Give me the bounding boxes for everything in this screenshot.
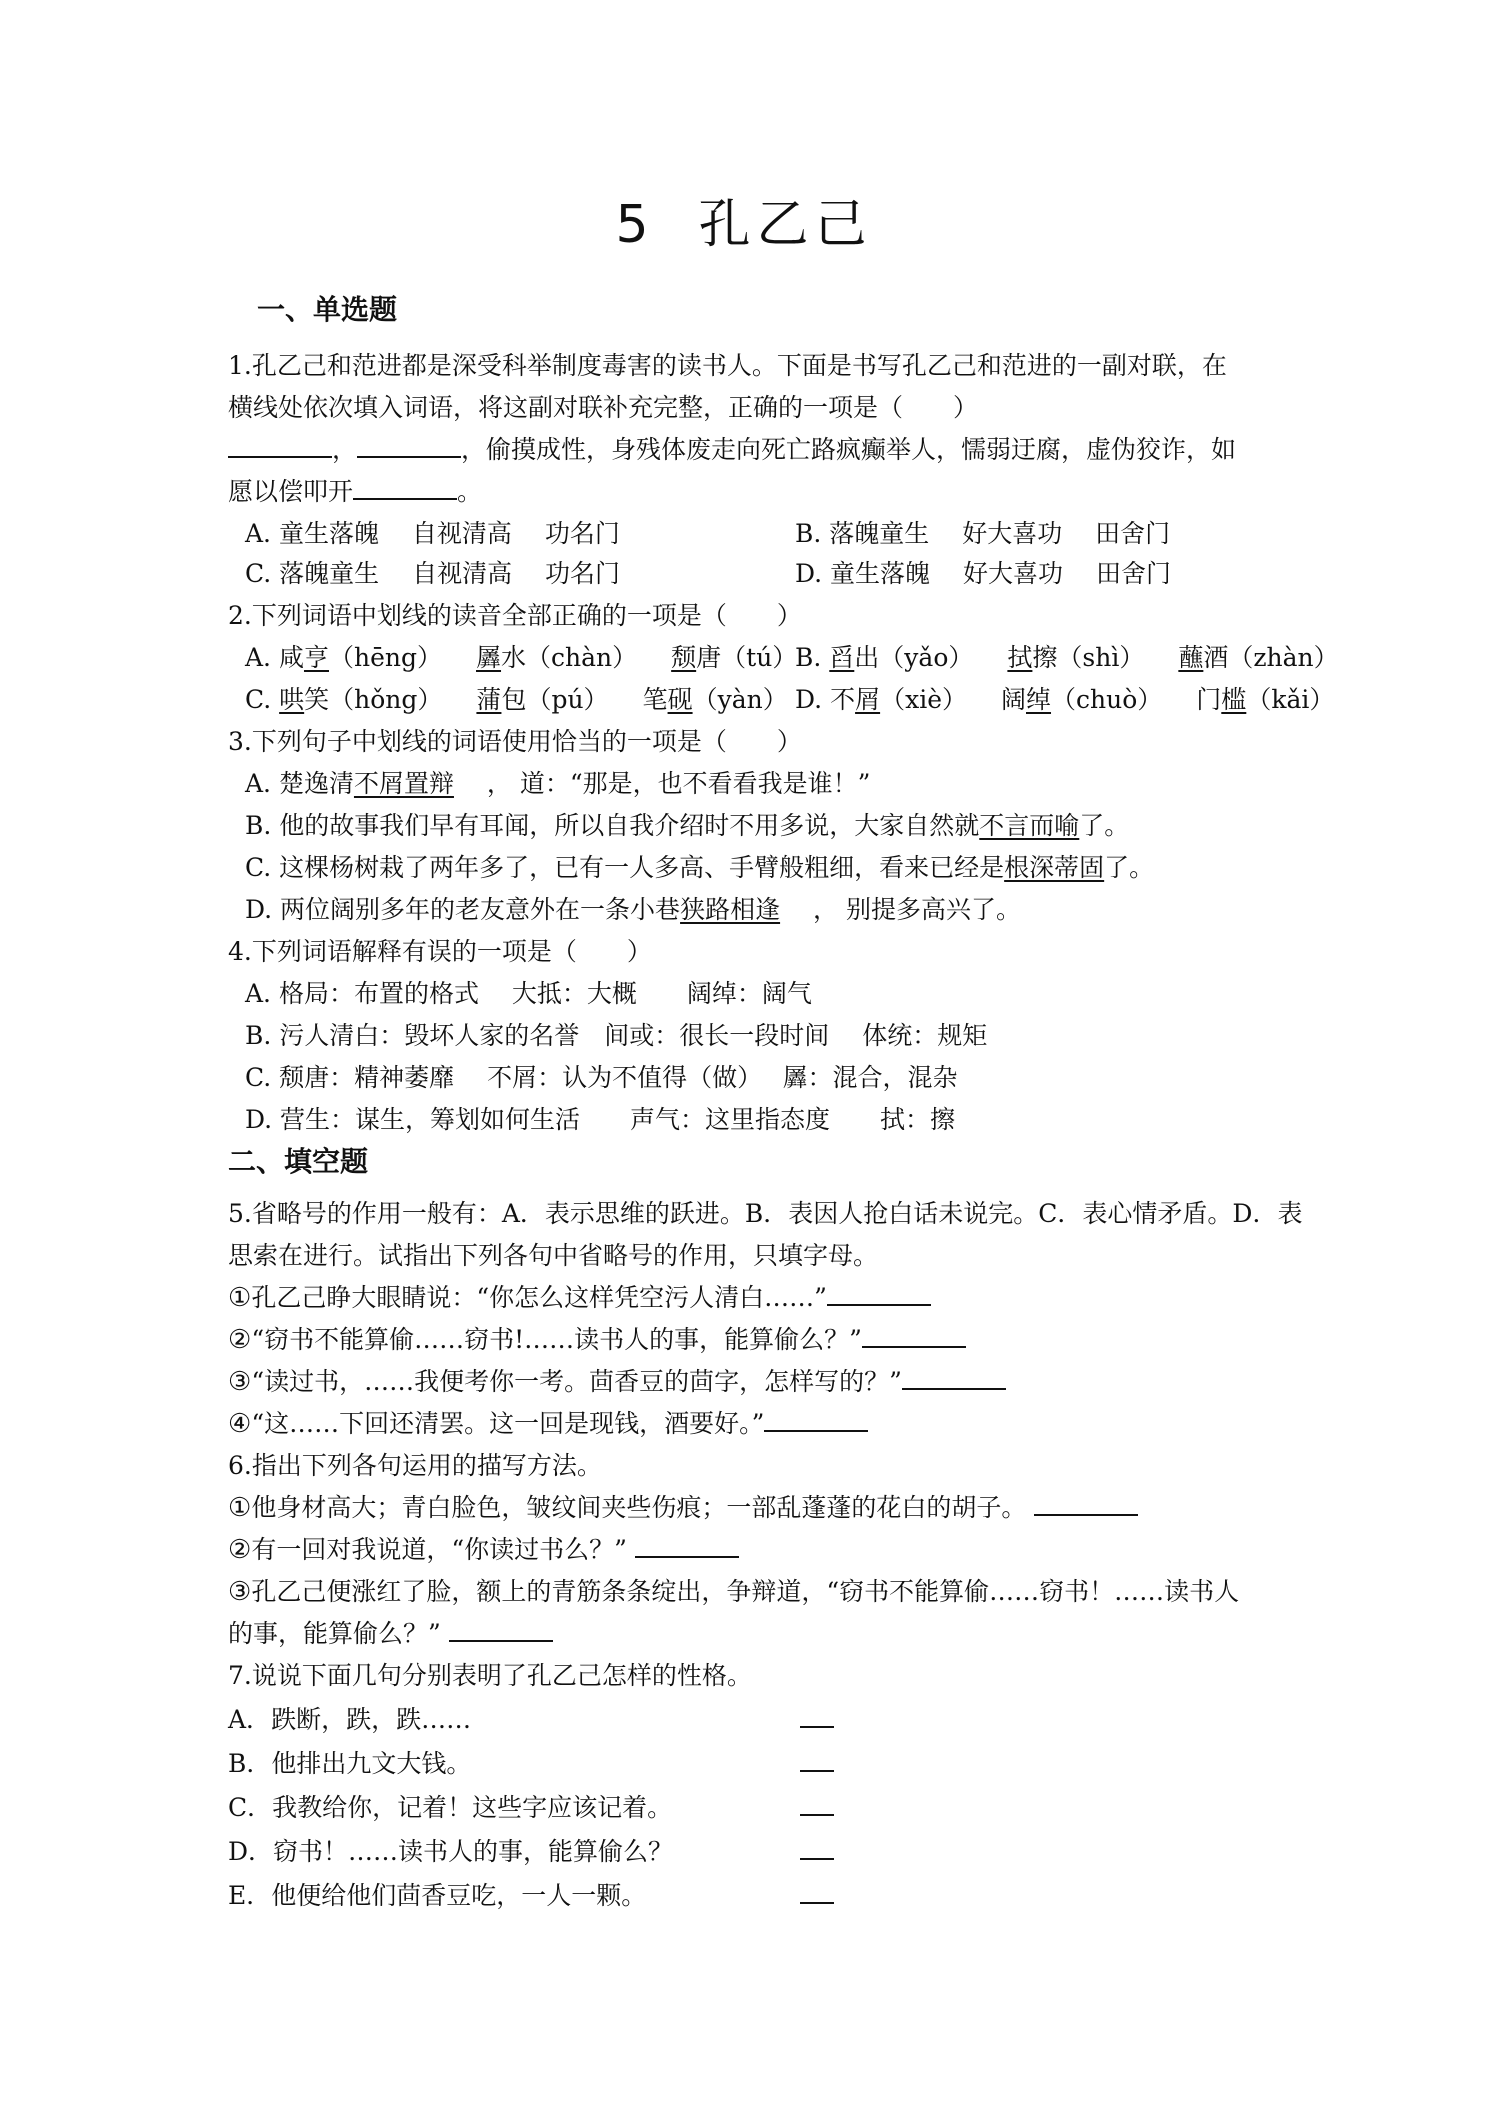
q5-item-2: ②“窃书不能算偷……窃书!……读书人的事，能算偷么？”: [228, 1322, 1278, 1358]
q7-item-e: E．他便给他们茴香豆吃，一人一颗。: [228, 1881, 647, 1910]
q3-option-c[interactable]: C. 这棵杨树栽了两年多了，已有一人多高、手臂般粗细，看来已经是根深蒂固了。: [245, 853, 1155, 882]
q7-blank-b[interactable]: [800, 1746, 834, 1782]
q2-option-b[interactable]: B. 舀出（yǎo） 拭擦（shì） 蘸酒（zhàn）: [795, 643, 1339, 672]
q1-option-a[interactable]: A. 童生落魄 自视清高 功名门: [245, 519, 620, 548]
q5-blank-1[interactable]: [827, 1282, 931, 1306]
q7-blank-e[interactable]: [800, 1878, 834, 1914]
q7-blank-d[interactable]: [800, 1834, 834, 1870]
q7-blank-a[interactable]: [800, 1702, 834, 1738]
q5-item-4: ④“这……下回还清罢。这一回是现钱，酒要好。”: [228, 1406, 1278, 1442]
q5-blank-2[interactable]: [862, 1324, 966, 1348]
section-heading-single-choice: 一、单选题: [257, 293, 398, 326]
q6-blank-1[interactable]: [1034, 1492, 1138, 1516]
q7-stem: 7.说说下面几句分别表明了孔乙己怎样的性格。: [228, 1661, 752, 1690]
q5-blank-3[interactable]: [902, 1366, 1006, 1390]
q6-blank-2[interactable]: [635, 1534, 739, 1558]
q6-stem: 6.指出下列各句运用的描写方法。: [228, 1451, 602, 1480]
q6-item-2: ②有一回对我说道，“你读过书么？”: [228, 1532, 1278, 1568]
q3-option-b[interactable]: B. 他的故事我们早有耳闻，所以自我介绍时不用多说，大家自然就不言而喻了。: [245, 811, 1130, 840]
q5-stem-line1: 5.省略号的作用一般有：A．表示思维的跃进。B．表因人抢白话未说完。C．表心情矛盾。D．表: [228, 1199, 1303, 1228]
q5-item-1: ①孔乙己睁大眼睛说：“你怎么这样凭空污人清白……”: [228, 1280, 1278, 1316]
q7-item-b: B．他排出九文大钱。: [228, 1749, 472, 1778]
q4-option-a[interactable]: A. 格局：布置的格式 大抵：大概 阔绰：阔气: [245, 979, 812, 1008]
q1-blank-1[interactable]: [228, 434, 332, 458]
q3-option-a[interactable]: A. 楚逸清不屑置辩 ， 道：“那是，也不看看我是谁！”: [245, 769, 871, 798]
q2-stem: 2.下列词语中划线的读音全部正确的一项是（ ）: [228, 601, 802, 630]
page-title: [0, 182, 1488, 257]
section-heading-fill-blank: 二、填空题: [228, 1145, 369, 1178]
q5-blank-4[interactable]: [764, 1408, 868, 1432]
q1-blank-2[interactable]: [357, 434, 461, 458]
q3-option-d[interactable]: D. 两位阔别多年的老友意外在一条小巷狭路相逢 ， 别提多高兴了。: [245, 895, 1021, 924]
q1-stem-line2: 横线处依次填入词语，将这副对联补充完整，正确的一项是（ ）: [228, 393, 979, 422]
q4-stem: 4.下列词语解释有误的一项是（ ）: [228, 937, 652, 966]
q7-item-a: A．跌断，跌，跌……: [228, 1705, 472, 1734]
q2-option-a[interactable]: A. 咸亨（hēng） 羼水（chàn） 颓唐（tú）: [245, 643, 798, 672]
q5-stem-line2: 思索在进行。试指出下列各句中省略号的作用，只填字母。: [228, 1241, 879, 1270]
q6-item-1: ①他身材高大；青白脸色，皱纹间夹些伤痕；一部乱蓬蓬的花白的胡子。: [228, 1490, 1278, 1526]
q4-option-c[interactable]: C. 颓唐：精神萎靡 不屑：认为不值得（做） 羼：混合，混杂: [245, 1063, 958, 1092]
q1-blank-3[interactable]: [353, 476, 457, 500]
q7-blank-c[interactable]: [800, 1790, 834, 1826]
q5-item-3: ③“读过书，……我便考你一考。茴香豆的茴字，怎样写的？”: [228, 1364, 1278, 1400]
q6-blank-3[interactable]: [449, 1618, 553, 1642]
lesson-title: 孔乙己: [698, 195, 873, 255]
q1-option-c[interactable]: C. 落魄童生 自视清高 功名门: [245, 559, 621, 588]
q6-item-3: ③孔乙己便涨红了脸，额上的青筋条条绽出，争辩道，“窃书不能算偷……窃书！……读书人: [228, 1577, 1240, 1607]
q2-option-c[interactable]: C. 哄笑（hǒng） 蒲包（pú） 笔砚（yàn）: [245, 685, 788, 714]
q7-item-d: D．窃书！……读书人的事，能算偷么？: [228, 1837, 674, 1866]
q1-stem-line4: 愿以偿叩开 。: [228, 477, 483, 506]
q1-stem-line3: ， ，偷摸成性，身残体废走向死亡路疯癫举人，懦弱迂腐，虚伪狡诈，如: [228, 432, 1278, 468]
q2-option-d[interactable]: D. 不屑（xiè） 阔绰（chuò） 门槛（kǎi）: [795, 685, 1335, 714]
q4-option-b[interactable]: B. 污人清白：毁坏人家的名誉 间或：很长一段时间 体统：规矩: [245, 1021, 988, 1050]
q4-option-d[interactable]: D. 营生：谋生，筹划如何生活 声气：这里指态度 拭：擦: [245, 1105, 956, 1134]
q3-stem: 3.下列句子中划线的词语使用恰当的一项是（ ）: [228, 727, 802, 756]
q7-item-c: C．我教给你，记着！这些字应该记着。: [228, 1793, 673, 1822]
q1-stem-line1: 1.孔乙己和范进都是深受科举制度毒害的读书人。下面是书写孔乙己和范进的一副对联，在: [228, 351, 1227, 380]
q1-option-b[interactable]: B. 落魄童生 好大喜功 田舍门: [795, 519, 1171, 548]
lesson-number: 5: [615, 195, 655, 255]
q1-option-d[interactable]: D. 童生落魄 好大喜功 田舍门: [795, 559, 1171, 588]
q6-item-3-cont: 的事，能算偷么？”: [228, 1616, 1278, 1652]
